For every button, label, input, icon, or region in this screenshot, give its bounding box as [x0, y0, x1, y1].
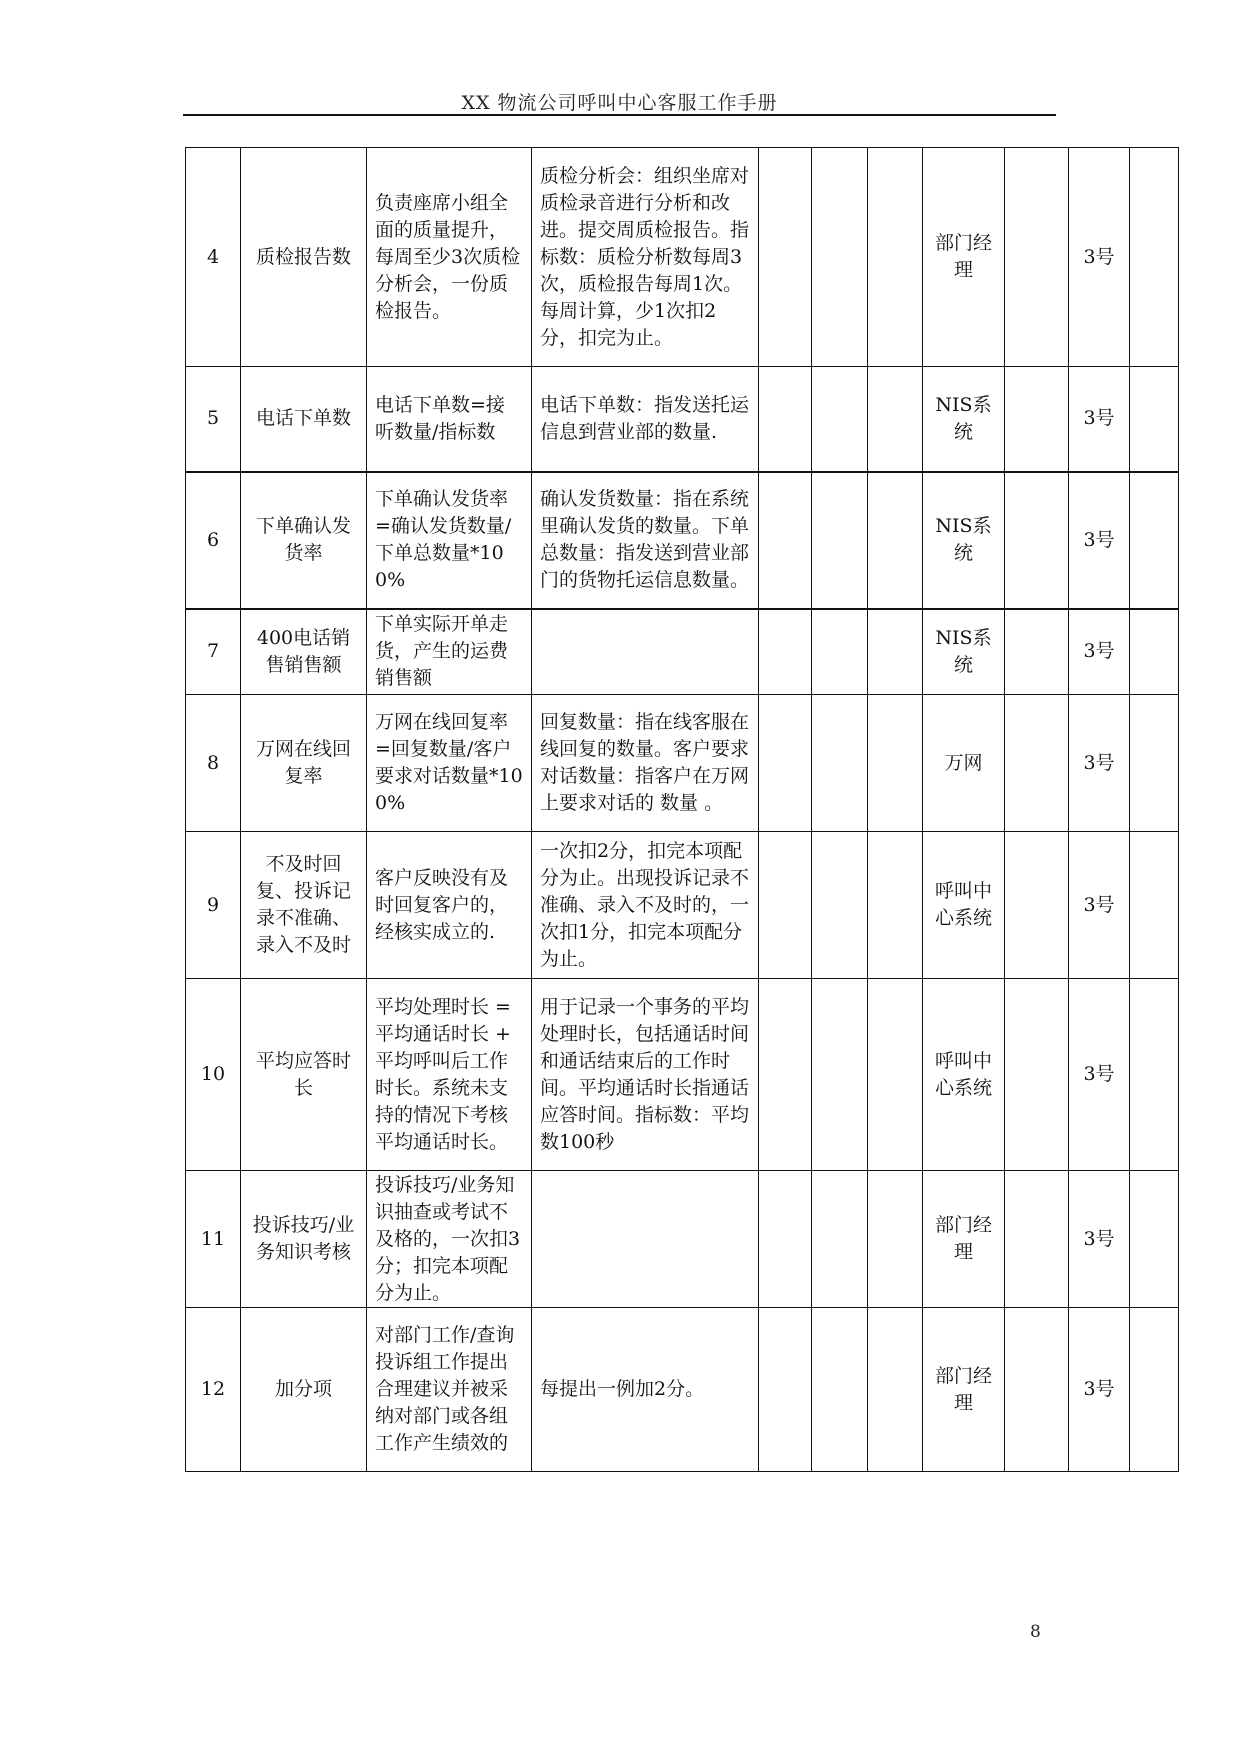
empty-cell [812, 609, 868, 695]
table-row [186, 695, 1179, 832]
table-row [186, 148, 1179, 367]
empty-cell [759, 1308, 812, 1472]
empty-cell [868, 1308, 923, 1472]
font-size-note: 3号 [1069, 367, 1130, 472]
indicator-name: 质检报告数 [241, 148, 367, 367]
indicator-name: 投诉技巧/业务知识考核 [241, 1171, 367, 1308]
empty-cell [1005, 148, 1069, 367]
indicator-description [532, 1171, 759, 1308]
indicator-name: 下单确认发货率 [241, 472, 367, 609]
empty-cell [1130, 695, 1179, 832]
data-source: 呼叫中心系统 [923, 832, 1005, 979]
empty-cell [1130, 1308, 1179, 1472]
font-size-note: 3号 [1069, 148, 1130, 367]
empty-cell [1005, 695, 1069, 832]
empty-cell [868, 695, 923, 832]
empty-cell [1130, 367, 1179, 472]
data-source: 呼叫中心系统 [923, 979, 1005, 1171]
kpi-table [185, 147, 1179, 1472]
empty-cell [1005, 1171, 1069, 1308]
empty-cell [868, 472, 923, 609]
data-source: NIS系统 [923, 472, 1005, 609]
indicator-description: 用于记录一个事务的平均处理时长，包括通话时间和通话结束后的工作时间。平均通话时长指通话应答时间。指标数：平均数100秒 [532, 979, 759, 1171]
indicator-description: 回复数量：指在线客服在线回复的数量。客户要求对话数量：指客户在万网上要求对话的 数量 。 [532, 695, 759, 832]
empty-cell [1005, 832, 1069, 979]
empty-cell [759, 472, 812, 609]
page-number: 8 [1030, 1622, 1041, 1642]
empty-cell [812, 148, 868, 367]
empty-cell [759, 148, 812, 367]
table-row [186, 1171, 1179, 1308]
empty-cell [759, 609, 812, 695]
empty-cell [1005, 367, 1069, 472]
indicator-name: 平均应答时长 [241, 979, 367, 1171]
row-number: 7 [186, 609, 241, 695]
empty-cell [1005, 1308, 1069, 1472]
indicator-name: 万网在线回复率 [241, 695, 367, 832]
empty-cell [812, 979, 868, 1171]
indicator-description: 确认发货数量：指在系统里确认发货的数量。下单总数量：指发送到营业部门的货物托运信息数量。 [532, 472, 759, 609]
font-size-note: 3号 [1069, 1308, 1130, 1472]
font-size-note: 3号 [1069, 609, 1130, 695]
empty-cell [868, 1171, 923, 1308]
header-divider [183, 114, 1056, 116]
empty-cell [1130, 148, 1179, 367]
indicator-formula: 下单实际开单走货，产生的运费销售额 [367, 609, 532, 695]
empty-cell [1130, 979, 1179, 1171]
row-number: 9 [186, 832, 241, 979]
row-number: 4 [186, 148, 241, 367]
indicator-formula: 万网在线回复率=回复数量/客户要求对话数量*100% [367, 695, 532, 832]
table-row [186, 1308, 1179, 1472]
empty-cell [1130, 1171, 1179, 1308]
indicator-description: 一次扣2分，扣完本项配分为止。出现投诉记录不准确、录入不及时的，一次扣1分，扣完本项配分为止。 [532, 832, 759, 979]
row-number: 8 [186, 695, 241, 832]
empty-cell [759, 979, 812, 1171]
empty-cell [812, 695, 868, 832]
indicator-formula: 电话下单数=接听数量/指标数 [367, 367, 532, 472]
data-source: 部门经理 [923, 148, 1005, 367]
empty-cell [1130, 609, 1179, 695]
data-source: 部门经理 [923, 1308, 1005, 1472]
font-size-note: 3号 [1069, 1171, 1130, 1308]
empty-cell [759, 367, 812, 472]
indicator-formula: 下单确认发货率=确认发货数量/下单总数量*100% [367, 472, 532, 609]
empty-cell [759, 1171, 812, 1308]
indicator-formula: 投诉技巧/业务知识抽查或考试不及格的，一次扣3分；扣完本项配分为止。 [367, 1171, 532, 1308]
indicator-name: 不及时回复、投诉记录不准确、录入不及时 [241, 832, 367, 979]
indicator-name: 400电话销售销售额 [241, 609, 367, 695]
data-source: 万网 [923, 695, 1005, 832]
data-source: NIS系统 [923, 609, 1005, 695]
empty-cell [812, 367, 868, 472]
table-row [186, 979, 1179, 1171]
indicator-formula: 平均处理时长 = 平均通话时长 + 平均呼叫后工作时长。系统未支持的情况下考核平均通话时长。 [367, 979, 532, 1171]
empty-cell [868, 148, 923, 367]
empty-cell [1005, 979, 1069, 1171]
data-source: 部门经理 [923, 1171, 1005, 1308]
empty-cell [812, 1171, 868, 1308]
indicator-formula: 负责座席小组全面的质量提升，每周至少3次质检分析会，一份质检报告。 [367, 148, 532, 367]
empty-cell [812, 472, 868, 609]
empty-cell [812, 1308, 868, 1472]
table-row [186, 472, 1179, 609]
empty-cell [1005, 472, 1069, 609]
row-number: 5 [186, 367, 241, 472]
empty-cell [812, 832, 868, 979]
empty-cell [1130, 472, 1179, 609]
data-source: NIS系统 [923, 367, 1005, 472]
font-size-note: 3号 [1069, 472, 1130, 609]
table-row [186, 832, 1179, 979]
row-number: 6 [186, 472, 241, 609]
font-size-note: 3号 [1069, 695, 1130, 832]
font-size-note: 3号 [1069, 979, 1130, 1171]
empty-cell [868, 832, 923, 979]
empty-cell [759, 695, 812, 832]
empty-cell [868, 609, 923, 695]
empty-cell [1005, 609, 1069, 695]
document-header-title: XX 物流公司呼叫中心客服工作手册 [461, 92, 778, 114]
row-number: 12 [186, 1308, 241, 1472]
table-row [186, 609, 1179, 695]
empty-cell [868, 979, 923, 1171]
empty-cell [868, 367, 923, 472]
indicator-name: 电话下单数 [241, 367, 367, 472]
indicator-formula: 客户反映没有及时回复客户的，经核实成立的. [367, 832, 532, 979]
font-size-note: 3号 [1069, 832, 1130, 979]
indicator-description: 质检分析会：组织坐席对质检录音进行分析和改进。提交周质检报告。指标数：质检分析数每周3次，质检报告每周1次。 每周计算，少1次扣2分，扣完为止。 [532, 148, 759, 367]
row-number: 10 [186, 979, 241, 1171]
row-number: 11 [186, 1171, 241, 1308]
indicator-name: 加分项 [241, 1308, 367, 1472]
empty-cell [1130, 832, 1179, 979]
indicator-description: 每提出一例加2分。 [532, 1308, 759, 1472]
indicator-description: 电话下单数：指发送托运信息到营业部的数量. [532, 367, 759, 472]
indicator-description [532, 609, 759, 695]
empty-cell [759, 832, 812, 979]
table-row [186, 367, 1179, 472]
indicator-formula: 对部门工作/查询投诉组工作提出合理建议并被采纳对部门或各组工作产生绩效的 [367, 1308, 532, 1472]
